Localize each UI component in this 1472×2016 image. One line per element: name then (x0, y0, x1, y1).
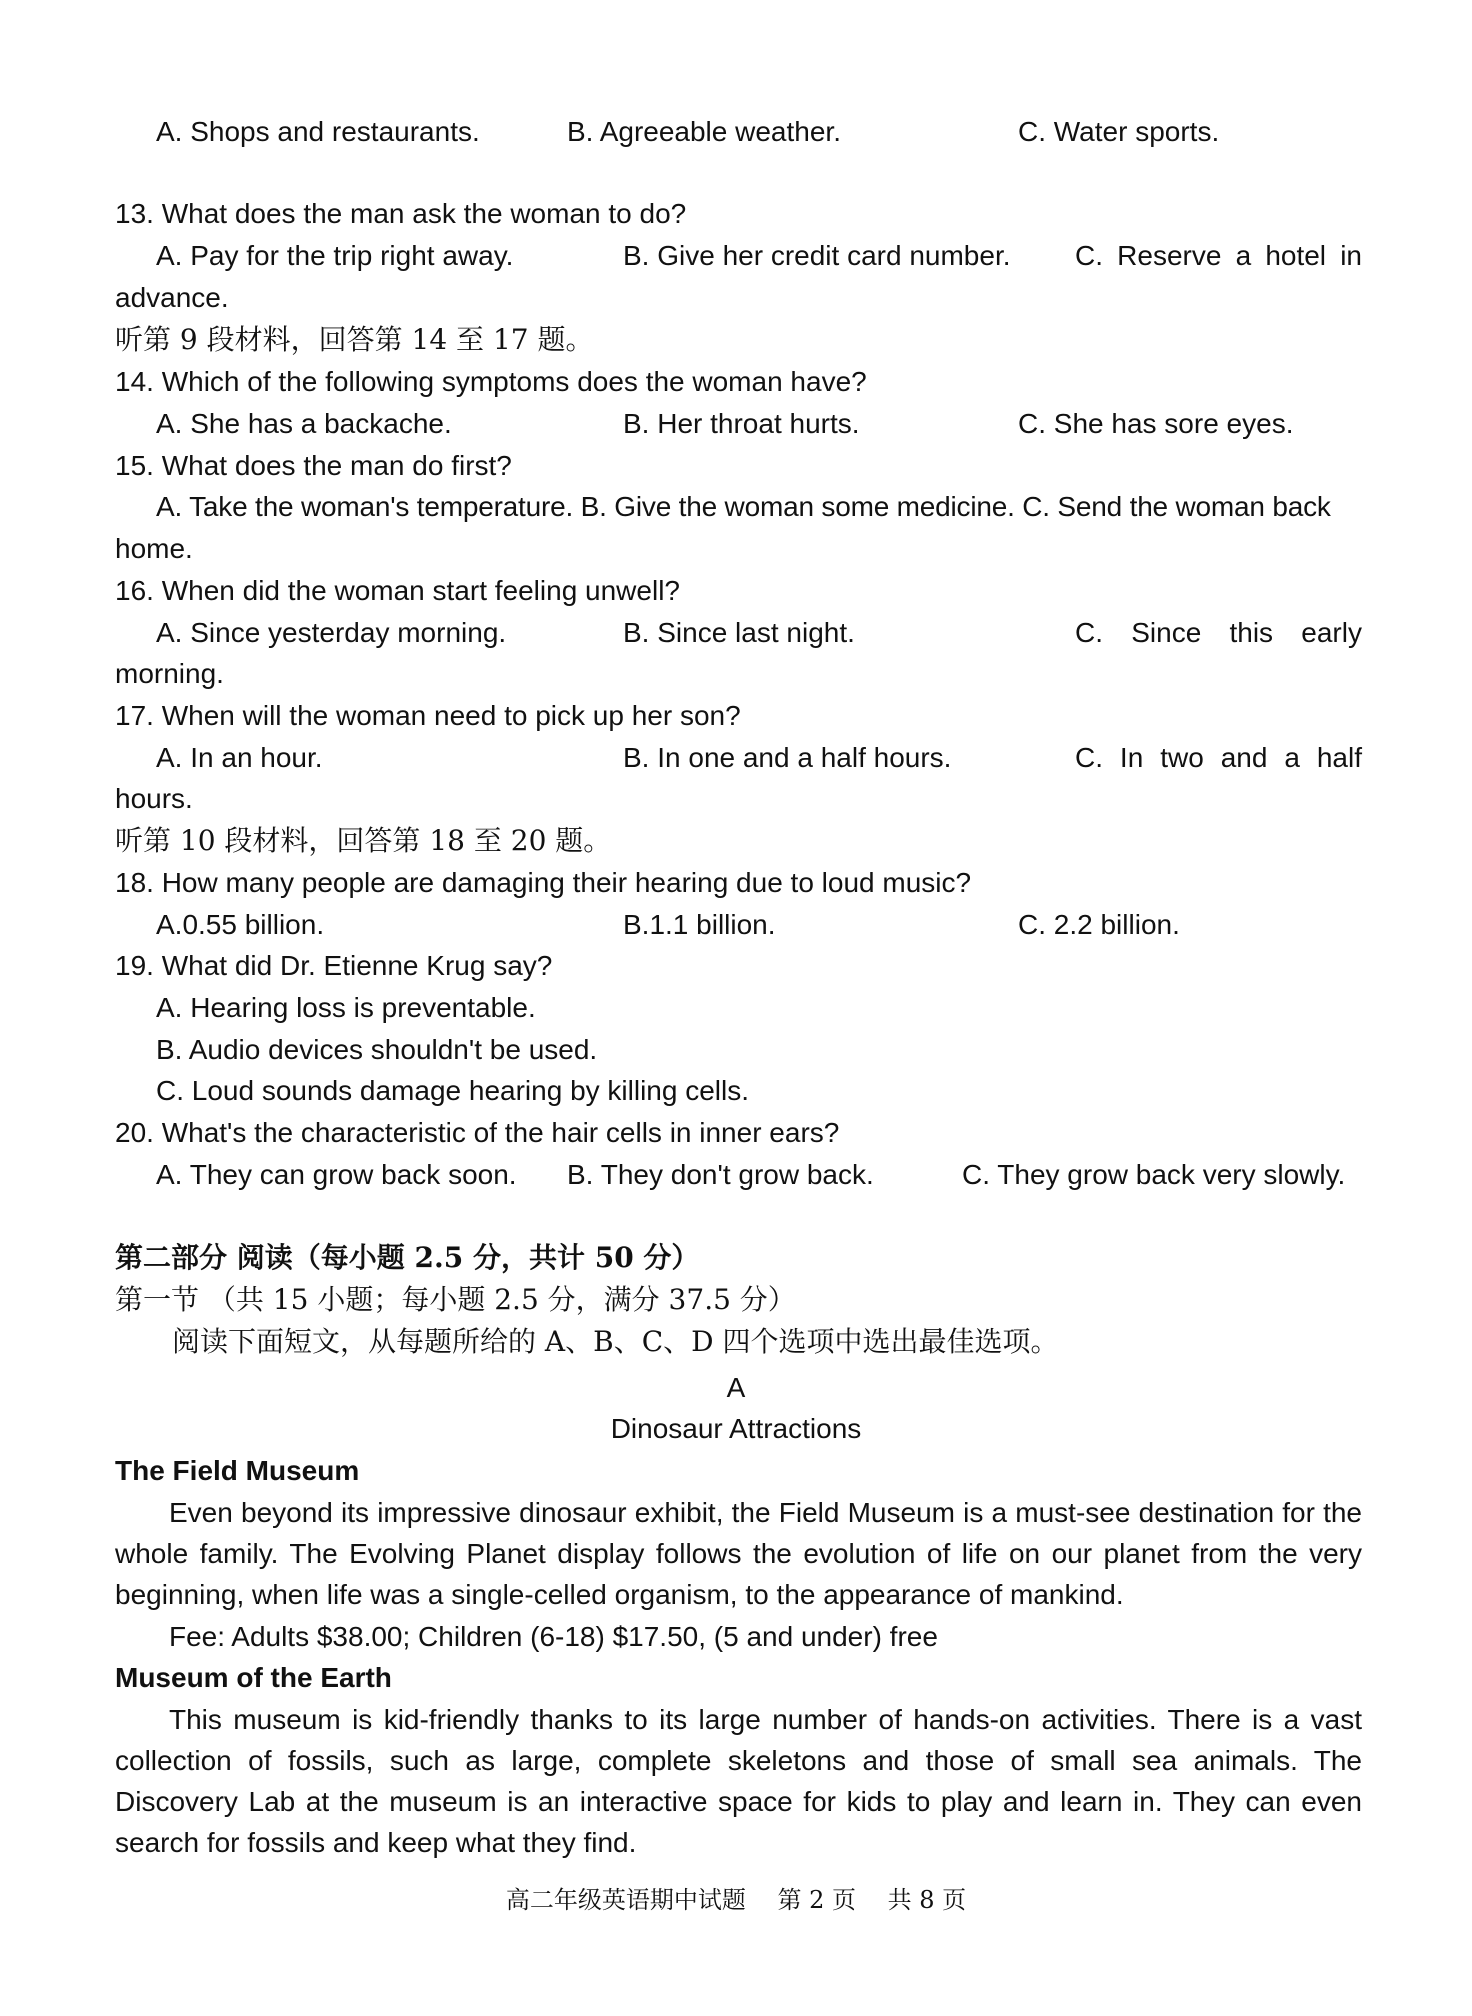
q18-stem: 18. How many people are damaging their hearing due to loud music? (115, 867, 972, 898)
q19-option-c: C. Loud sounds damage hearing by killing cells. (156, 1075, 750, 1106)
heading-field-museum: The Field Museum (115, 1455, 360, 1486)
q17-option-c-continuation: hours. (115, 783, 193, 814)
footer-page-number: 第 2 页 (777, 1886, 856, 1914)
q13-option-a: A. Pay for the trip right away. (156, 240, 514, 271)
q16-option-c: C. Since this early (1075, 617, 1362, 648)
q16-stem: 16. When did the woman start feeling unwell? (115, 575, 680, 606)
q12-option-b: B. Agreeable weather. (567, 116, 841, 147)
page-footer (0, 1886, 1472, 1914)
q17-option-b: B. In one and a half hours. (623, 742, 952, 773)
heading-museum-of-the-earth: Museum of the Earth (115, 1662, 392, 1693)
q18-option-c: C. 2.2 billion. (1018, 909, 1180, 940)
part-2-instruction: 阅读下面短文，从每题所给的 A、B、C、D 四个选项中选出最佳选项。 (172, 1325, 1059, 1358)
passage-title: Dinosaur Attractions (610, 1413, 862, 1444)
q14-option-a: A. She has a backache. (156, 408, 452, 439)
q17-stem: 17. When will the woman need to pick up her son? (115, 700, 741, 731)
q15-options-continuation: home. (115, 533, 193, 564)
q19-option-b: B. Audio devices shouldn't be used. (156, 1034, 598, 1065)
q18-option-a: A.0.55 billion. (156, 909, 325, 940)
q19-option-a: A. Hearing loss is preventable. (156, 992, 536, 1023)
section-9-instruction: 听第 9 段材料，回答第 14 至 17 题。 (115, 323, 594, 356)
q14-option-b: B. Her throat hurts. (623, 408, 860, 439)
q17-option-c: C. In two and a half (1075, 742, 1362, 773)
q20-option-c: C. They grow back very slowly. (962, 1159, 1346, 1190)
q15-options: A. Take the woman's temperature. B. Give the woman some medicine. C. Send the woman back (156, 491, 1331, 522)
paragraph-museum-of-the-earth: This museum is kid-friendly thanks to its large number of hands-on activities. There is a vast collection of fossils, such as large, complete skeletons and those of small sea animals. The Discovery Lab at the museum is an interactive space for kids to play and learn in. They can even search for fossils and keep what they find. (115, 1704, 1362, 1858)
q16-option-a: A. Since yesterday morning. (156, 617, 507, 648)
part-2-section-1: 第一节 （共 15 小题；每小题 2.5 分，满分 37.5 分） (115, 1283, 796, 1316)
footer-exam-title: 高二年级英语期中试题 (505, 1886, 746, 1914)
q17-option-a: A. In an hour. (156, 742, 323, 773)
q16-option-c-continuation: morning. (115, 658, 224, 689)
paragraph-field-museum: Even beyond its impressive dinosaur exhibit, the Field Museum is a must-see destination for the whole family. The Evolving Planet display follows the evolution of life on our planet from the very beginning, when life was a single-celled organism, to the appearance of mankind. (115, 1497, 1362, 1610)
q18-option-b: B.1.1 billion. (623, 909, 776, 940)
footer-total-pages: 共 8 页 (887, 1886, 967, 1914)
q14-stem: 14. Which of the following symptoms does the woman have? (115, 366, 867, 397)
q14-option-c: C. She has sore eyes. (1018, 408, 1294, 439)
field-museum-fee: Fee: Adults $38.00; Children (6-18) $17.50, (5 and under) free (169, 1621, 938, 1652)
passage-letter: A (726, 1372, 746, 1403)
q13-option-b: B. Give her credit card number. (623, 240, 1011, 271)
q12-option-a: A. Shops and restaurants. (156, 116, 480, 147)
q13-stem: 13. What does the man ask the woman to do? (115, 198, 687, 229)
q16-option-b: B. Since last night. (623, 617, 855, 648)
q12-option-c: C. Water sports. (1018, 116, 1220, 147)
q20-stem: 20. What's the characteristic of the hair cells in inner ears? (115, 1117, 840, 1148)
q13-option-c: C. Reserve a hotel in (1075, 240, 1362, 271)
section-10-instruction: 听第 10 段材料，回答第 18 至 20 题。 (115, 824, 612, 857)
q20-option-a: A. They can grow back soon. (156, 1159, 517, 1190)
q13-option-c-continuation: advance. (115, 282, 229, 313)
q20-option-b: B. They don't grow back. (567, 1159, 874, 1190)
q15-stem: 15. What does the man do first? (115, 450, 512, 481)
part-2-title: 第二部分 阅读（每小题 2.5 分，共计 50 分） (115, 1241, 700, 1274)
q19-stem: 19. What did Dr. Etienne Krug say? (115, 950, 553, 981)
